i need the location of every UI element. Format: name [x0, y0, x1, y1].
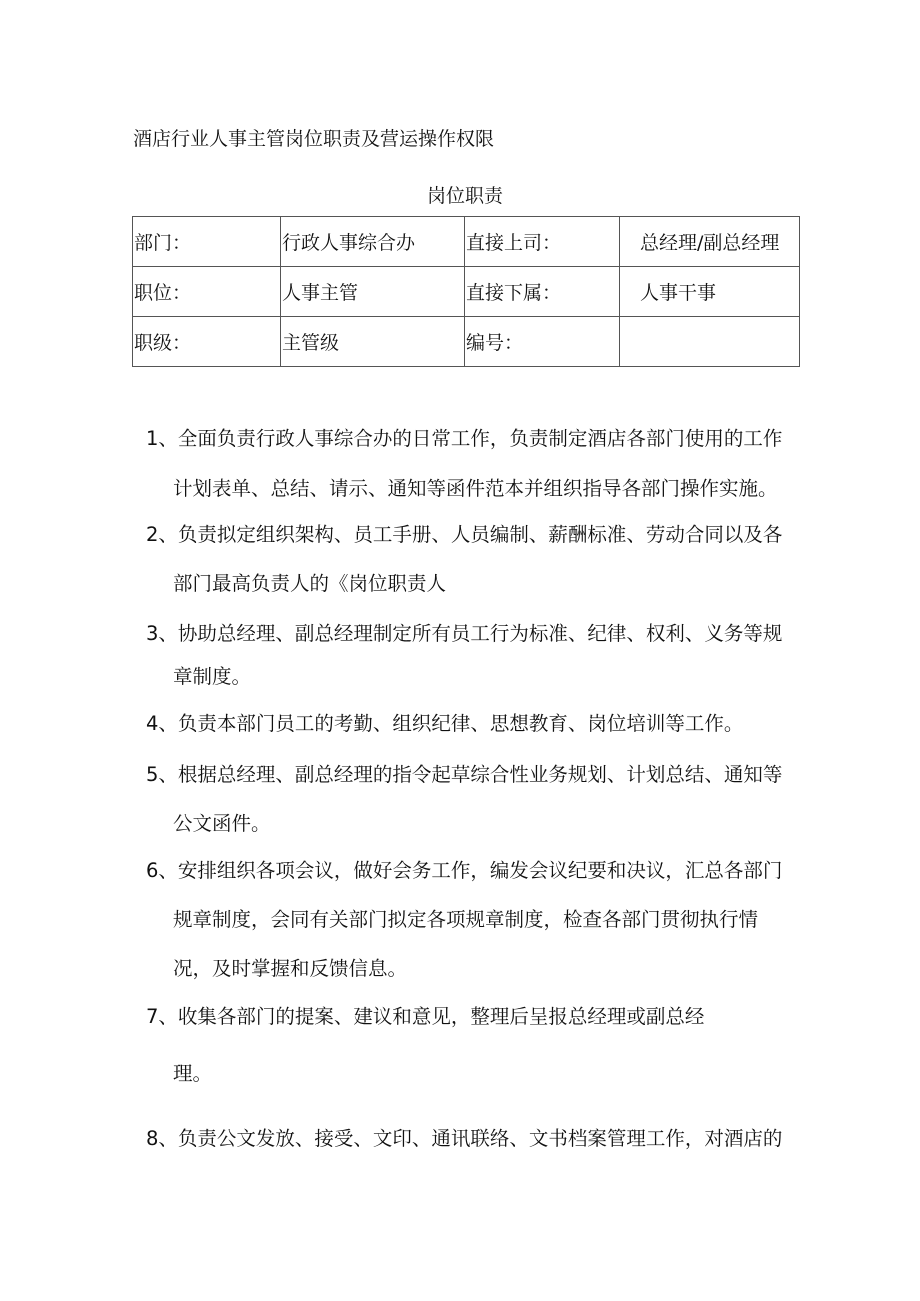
duty-5-line-2: 公文函件。	[173, 812, 271, 835]
job-info-table	[132, 216, 800, 367]
duty-7-line-1: 7、收集各部门的提案、建议和意见，整理后呈报总经理或副总经	[146, 1005, 705, 1028]
duty-1-line-1: 1、全面负责行政人事综合办的日常工作，负责制定酒店各部门使用的工作	[146, 427, 783, 450]
grade-label: 职级：	[133, 317, 281, 367]
table-row	[133, 217, 800, 267]
duty-6-line-3: 况，及时掌握和反馈信息。	[173, 957, 408, 980]
duty-5-line-1: 5、根据总经理、副总经理的指令起草综合性业务规划、计划总结、通知等	[146, 763, 783, 786]
position-value: 人事主管	[281, 267, 465, 317]
table-row	[133, 317, 800, 367]
table-row	[133, 267, 800, 317]
duty-8-line-1: 8、负责公文发放、接受、文印、通讯联络、文书档案管理工作，对酒店的	[146, 1127, 783, 1150]
duty-7-line-2: 理。	[173, 1062, 213, 1085]
direct-subordinate-value: 人事干事	[620, 267, 800, 317]
duty-2-line-2: 部门最高负责人的《岗位职责人	[173, 572, 447, 595]
direct-superior-label: 直接上司：	[465, 217, 620, 267]
position-label: 职位：	[133, 267, 281, 317]
duty-3-line-1: 3、协助总经理、副总经理制定所有员工行为标准、纪律、权利、义务等规	[146, 622, 783, 645]
duty-1-line-2: 计划表单、总结、请示、通知等函件范本并组织指导各部门操作实施。	[173, 477, 778, 500]
duty-2-line-1: 2、负责拟定组织架构、员工手册、人员编制、薪酬标准、劳动合同以及各	[146, 523, 783, 546]
department-value: 行政人事综合办	[281, 217, 465, 267]
duty-6-line-2: 规章制度，会同有关部门拟定各项规章制度，检查各部门贯彻执行情	[173, 908, 759, 931]
direct-superior-value: 总经理/副总经理	[620, 217, 800, 267]
department-label: 部门：	[133, 217, 281, 267]
table-caption: 岗位职责	[426, 185, 503, 207]
number-value	[620, 317, 800, 367]
direct-subordinate-label: 直接下属：	[465, 267, 620, 317]
grade-value: 主管级	[281, 317, 465, 367]
duty-3-line-2: 章制度。	[173, 665, 252, 688]
document-title: 酒店行业人事主管岗位职责及营运操作权限	[133, 128, 495, 150]
duty-6-line-1: 6、安排组织各项会议，做好会务工作，编发会议纪要和决议，汇总各部门	[146, 859, 783, 882]
number-label: 编号：	[465, 317, 620, 367]
duty-4-line-1: 4、负责本部门员工的考勤、组织纪律、思想教育、岗位培训等工作。	[146, 712, 744, 735]
